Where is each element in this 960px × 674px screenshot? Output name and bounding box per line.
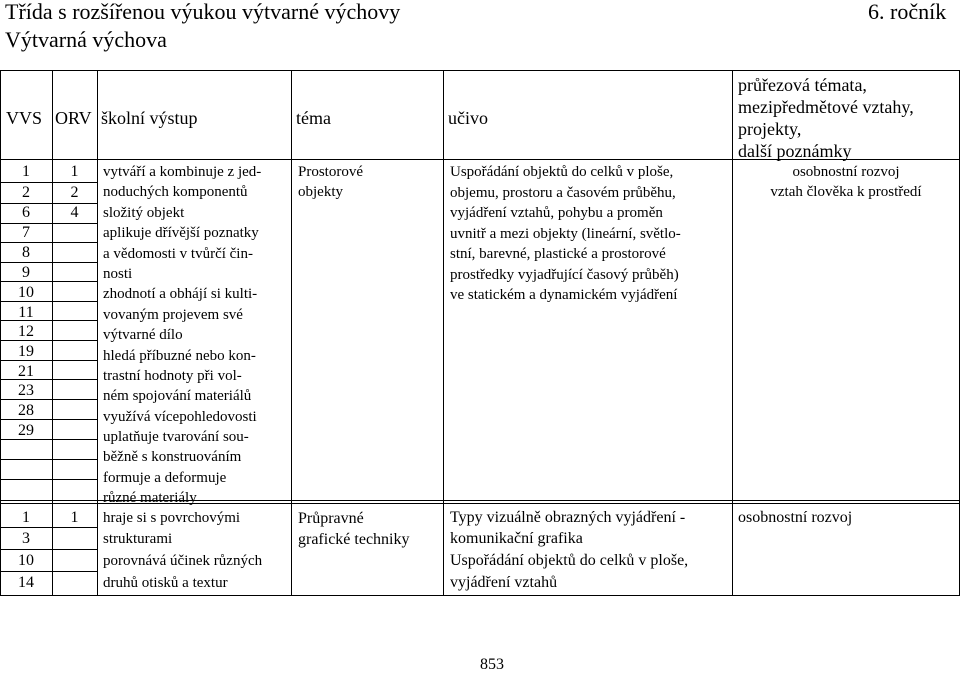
content-line: vyjádření vztahů, pohybu a proměn bbox=[450, 205, 663, 221]
table-border-top bbox=[0, 70, 960, 71]
content-line: prostředky vyjadřující časový průběh) bbox=[450, 266, 679, 283]
outcome-line: běžně s konstruováním bbox=[103, 449, 242, 466]
outcome-column-block2 bbox=[103, 508, 262, 595]
content-line: ve statickém a dynamickém vyjádření bbox=[450, 287, 678, 303]
header-notes-line: průřezová témata, bbox=[738, 75, 867, 95]
orv-cell: 2 bbox=[70, 184, 79, 201]
outcome-line: uplatňuje tvarování sou- bbox=[103, 429, 249, 446]
col-line-3 bbox=[291, 70, 292, 596]
outcome-line: nosti bbox=[103, 265, 133, 282]
header-notes-line: projekty, bbox=[738, 119, 802, 139]
content-column-block1 bbox=[450, 162, 681, 306]
orv-column-block2 bbox=[52, 508, 97, 528]
table-border-bottom bbox=[0, 595, 960, 596]
outcome-line: aplikuje dřívější poznatky bbox=[103, 225, 259, 242]
vvs-cell: 7 bbox=[22, 224, 30, 241]
vvs-cell: 6 bbox=[22, 204, 30, 221]
outcome-line: druhů otisků a textur bbox=[103, 575, 228, 591]
header-content: učivo bbox=[448, 108, 488, 128]
content-line: stní, barevné, plastické a prostorové bbox=[450, 246, 666, 262]
vvs-cell: 14 bbox=[18, 574, 34, 591]
vvs-column-block2 bbox=[0, 508, 52, 595]
vvs-cell: 3 bbox=[22, 530, 30, 547]
notes-line: osobnostní rozvoj bbox=[738, 509, 853, 526]
orv-cell: 1 bbox=[70, 163, 79, 180]
topic-line: grafické techniky bbox=[298, 531, 410, 548]
grade-label: 6. ročník bbox=[868, 0, 947, 24]
topic-line: objekty bbox=[298, 184, 343, 200]
vvs-cell: 28 bbox=[18, 402, 34, 419]
subject-title: Výtvarná výchova bbox=[5, 27, 167, 52]
vvs-cell: 21 bbox=[18, 363, 34, 380]
vvs-cell: 9 bbox=[22, 264, 30, 281]
outcome-line: zhodnotí a obhájí si kulti- bbox=[103, 286, 258, 303]
school-class-title: Třída s rozšířenou výukou výtvarné výchovy bbox=[5, 0, 401, 24]
outcome-line: různé materiály bbox=[103, 490, 197, 507]
content-line: Typy vizuálně obrazných vyjádření - bbox=[450, 509, 686, 526]
content-line: vyjádření vztahů bbox=[450, 574, 558, 591]
topic-column-block1 bbox=[298, 162, 363, 202]
content-line: komunikační grafika bbox=[450, 530, 583, 547]
page-number: 853 bbox=[480, 656, 504, 673]
outcome-line: noduchých komponentů bbox=[103, 184, 248, 201]
content-column-block2 bbox=[450, 508, 688, 595]
outcome-line: formuje a deformuje bbox=[103, 469, 227, 486]
notes-line: vztah člověka k prostředí bbox=[770, 184, 922, 200]
vvs-cell: 11 bbox=[18, 304, 34, 321]
header-notes-line: další poznámky bbox=[738, 141, 852, 161]
outcome-line: ném spojování materiálů bbox=[103, 388, 252, 405]
content-line: Uspořádání objektů do celků v ploše, bbox=[450, 552, 689, 569]
outcome-line: trastní hodnoty při vol- bbox=[103, 367, 242, 384]
vvs-cell: 1 bbox=[22, 509, 30, 526]
vvs-cell: 12 bbox=[18, 323, 34, 340]
col-line-4 bbox=[443, 70, 444, 596]
outcome-line: strukturami bbox=[103, 531, 173, 547]
content-line: uvnitř a mezi objekty (lineární, světlo- bbox=[450, 225, 681, 242]
outcome-line: vytváří a kombinuje z jed- bbox=[103, 164, 262, 180]
row-line bbox=[0, 479, 97, 480]
vvs-cell: 10 bbox=[18, 552, 34, 569]
orv-cell: 1 bbox=[70, 509, 79, 526]
content-line: Uspořádání objektů do celků v ploše, bbox=[450, 164, 674, 180]
vvs-cell: 1 bbox=[22, 163, 30, 180]
vvs-cell: 8 bbox=[22, 244, 30, 261]
outcome-line: vovaným projevem své bbox=[103, 306, 243, 323]
content-line: objemu, prostoru a časovém průběhu, bbox=[450, 184, 676, 201]
header-outcome: školní výstup bbox=[101, 108, 198, 128]
topic-line: Průpravné bbox=[298, 510, 364, 527]
outcome-column-block1 bbox=[103, 162, 261, 509]
header-topic: téma bbox=[296, 108, 331, 128]
outcome-line: složitý objekt bbox=[103, 204, 185, 221]
col-line-5 bbox=[732, 70, 733, 596]
header-notes bbox=[738, 74, 914, 162]
vvs-cell: 19 bbox=[18, 343, 34, 360]
outcome-line: porovnává účinek různých bbox=[103, 553, 263, 569]
outcome-line: hledá příbuzné nebo kon- bbox=[103, 347, 256, 364]
notes-line: osobnostní rozvoj bbox=[792, 164, 900, 180]
outcome-line: a vědomosti v tvůrčí čin- bbox=[103, 245, 253, 262]
orv-column-block1 bbox=[52, 162, 97, 223]
topic-line: Prostorové bbox=[298, 164, 363, 180]
orv-cell: 4 bbox=[70, 204, 79, 221]
header-vvs: VVS bbox=[6, 108, 43, 128]
header-notes-line: mezipředmětové vztahy, bbox=[738, 97, 914, 117]
col-line-2 bbox=[97, 70, 98, 596]
header-orv: ORV bbox=[55, 108, 92, 128]
outcome-line: hraje si s povrchovými bbox=[103, 510, 241, 526]
vvs-cell: 10 bbox=[18, 284, 34, 301]
vvs-cell: 23 bbox=[18, 382, 34, 399]
vvs-cell: 2 bbox=[22, 184, 30, 201]
notes-column-block2 bbox=[738, 508, 852, 528]
outcome-line: využívá vícepohledovosti bbox=[103, 408, 257, 425]
topic-column-block2 bbox=[298, 508, 410, 550]
notes-column-block1 bbox=[735, 162, 957, 202]
row-line bbox=[0, 459, 97, 460]
vvs-column-block1 bbox=[0, 162, 52, 441]
outcome-line: výtvarné dílo bbox=[103, 327, 183, 344]
vvs-cell: 29 bbox=[18, 422, 34, 439]
